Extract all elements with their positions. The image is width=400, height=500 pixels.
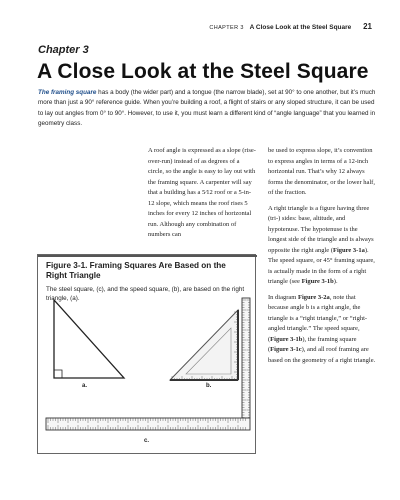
chapter-label: Chapter 3 xyxy=(38,44,89,56)
header-chapter: CHAPTER 3 xyxy=(209,25,244,31)
label-c: c. xyxy=(144,438,150,444)
figure-ref-3-1c: Figure 3-1c xyxy=(270,346,302,353)
col2-p2-text-b: ). The speed square, or 45° framing square, is actually made in the form of a right triangle (see xyxy=(268,246,375,285)
col2-paragraph-2 xyxy=(268,204,376,288)
col2-p3-text-a: In diagram xyxy=(268,293,298,301)
col2-p2-text-a: A right triangle is a figure having three (tri-) sides: base, altitude, and hypotenuse. The hypotenuse is the longest side of the triangle and is always opposite the right angle ( xyxy=(268,204,374,254)
col2-p2-text-c: ). xyxy=(333,278,338,285)
col2-p3-text-c: ), the framing square ( xyxy=(268,335,357,353)
header-title: A Close Look at the Steel Square xyxy=(249,24,352,31)
figure-ref-3-1b: Figure 3-1b xyxy=(301,278,334,285)
right-triangle-drawing xyxy=(54,300,124,378)
col2-paragraph-3 xyxy=(268,293,376,367)
figure-title: Figure 3-1. Framing Squares Are Based on the Right Triangle xyxy=(46,261,226,280)
label-a: a. xyxy=(82,383,88,389)
chapter-title: A Close Look at the Steel Square xyxy=(37,60,369,83)
running-header xyxy=(0,22,372,31)
label-b: b. xyxy=(206,383,212,389)
col1-paragraph-1: A roof angle is expressed as a slope (rise-over-run) instead of as degrees of a circle, so the angle is easy to lay out with the framing square. A carpenter will say that a building has a 5⁄12 roof or a 5-in-12 slope, which means the roof rises 5 inches for every 12 inches of horizontal run. Although any combination of numbers can xyxy=(148,147,256,238)
intro-paragraph xyxy=(38,88,376,130)
figure-illustration xyxy=(38,290,255,452)
col2-p3-text-d: ), and all roof framing are based on the geometry of a right triangle. xyxy=(268,346,376,364)
figure-description: The steel square, (c), and the speed square, (b), are based on the right triangle, (a). xyxy=(46,286,245,302)
body-column-2 xyxy=(268,146,376,371)
intro-lead: The framing square xyxy=(38,89,97,96)
figure-ref-3-1a: Figure 3-1a xyxy=(332,246,365,254)
intro-text: has a body (the wider part) and a tongue (the narrow blade), set at 90° to one another, but it’s much more than just a 90° reference guide. When you’re building a roof, a flight of stairs or any sloped structure, it can be used to lay out angles from 0° to 90°. However, to use it, you must learn a different kind of “angle language” that you learned in geometry class. xyxy=(38,89,376,128)
body-column-1 xyxy=(148,146,256,246)
speed-square-drawing xyxy=(170,310,238,380)
page-number: 21 xyxy=(363,22,372,31)
figure-ref-3-2a: Figure 3-2a xyxy=(297,293,330,301)
col2-p3-text-b: , note that because angle b is a right angle, the triangle is a “right triangle,” or “right-angled triangle.” The speed square, ( xyxy=(268,293,368,343)
col2-paragraph-1: be used to express slope, it’s convention to express angles in terms of a 12-inch horizontal run. That’s why 12 always forms the denominator, or the lower half, of the fraction. xyxy=(268,147,375,196)
figure-ref-3-1b-2: Figure 3-1b xyxy=(270,335,303,343)
